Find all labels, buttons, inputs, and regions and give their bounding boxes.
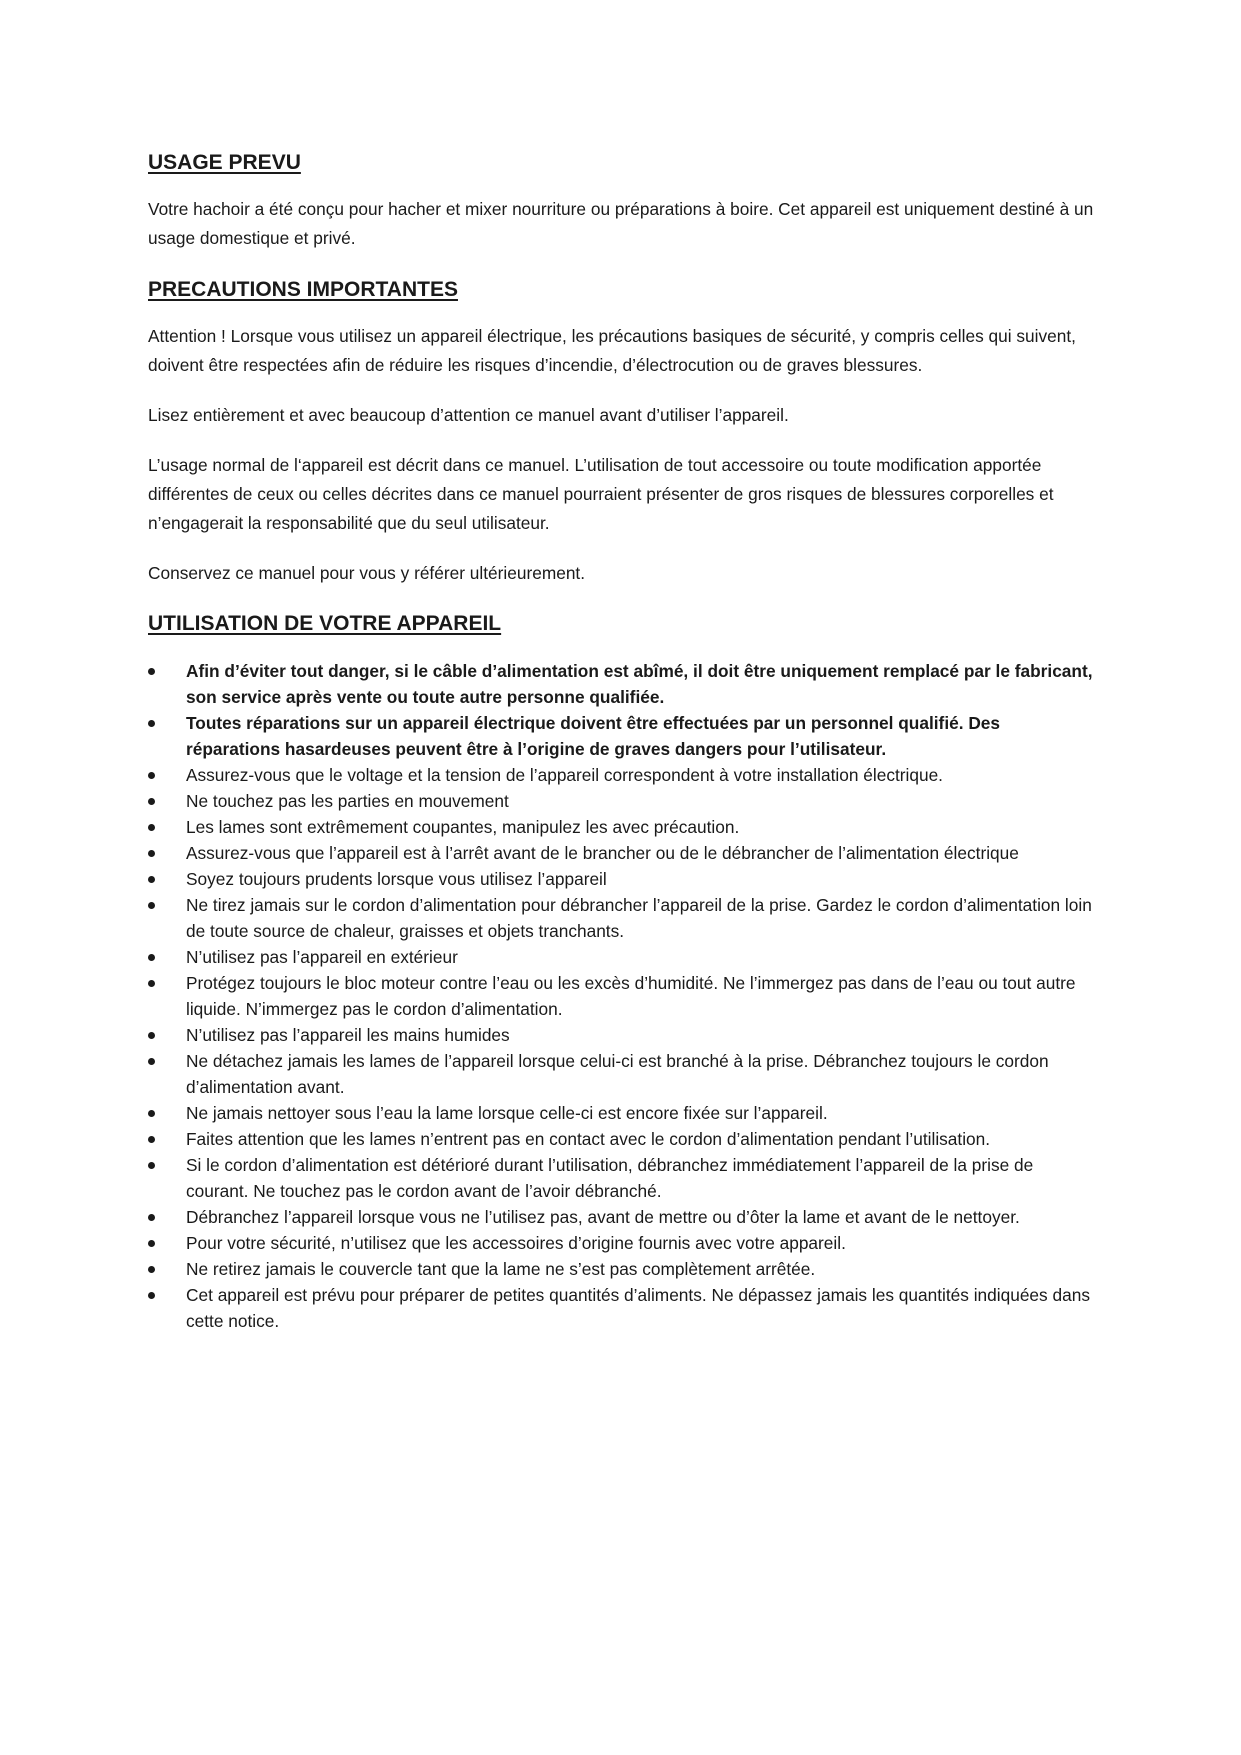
list-item-text: Assurez-vous que le voltage et la tension de l’appareil correspondent à votre installation électrique. (186, 765, 943, 785)
bullet-icon (148, 772, 155, 779)
list-item (148, 1152, 1098, 1204)
bullet-icon (148, 954, 155, 961)
list-item (148, 1048, 1098, 1100)
bullet-icon (148, 1058, 155, 1065)
list-item (148, 1230, 1098, 1256)
precautions-paragraph: L’usage normal de l‘appareil est décrit dans ce manuel. L’utilisation de tout accessoire ou toute modification apportée différentes de ceux ou celles décrites dans ce manuel pourraient présenter de gros risques de blessures corporelles et n’engagerait la responsabilité que du seul utilisateur. (148, 455, 1054, 533)
precautions-paragraph: Conservez ce manuel pour vous y référer ultérieurement. (148, 563, 586, 583)
usage-paragraph: Votre hachoir a été conçu pour hacher et mixer nourriture ou préparations à boire. Cet appareil est uniquement destiné à un usage domestique et privé. (148, 199, 1094, 248)
list-item (148, 762, 1098, 788)
bullet-icon (148, 1032, 155, 1039)
bullet-icon (148, 720, 155, 727)
list-item (148, 970, 1098, 1022)
bullet-icon (148, 1266, 155, 1273)
list-item (148, 788, 1098, 814)
list-item (148, 1256, 1098, 1282)
list-item-text: Pour votre sécurité, n’utilisez que les accessoires d’origine fournis avec votre appareil. (186, 1233, 846, 1253)
bullet-icon (148, 1136, 155, 1143)
section-heading-precautions: PRECAUTIONS IMPORTANTES (148, 278, 458, 301)
list-item (148, 944, 1098, 970)
list-item-text: N’utilisez pas l’appareil en extérieur (186, 947, 458, 967)
bullet-icon (148, 902, 155, 909)
section-heading-utilisation: UTILISATION DE VOTRE APPAREIL (148, 612, 502, 635)
bullet-icon (148, 1240, 155, 1247)
list-item (148, 892, 1098, 944)
list-item-text: Ne tirez jamais sur le cordon d’alimentation pour débrancher l’appareil de la prise. Gardez le cordon d’alimentation loin de toute source de chaleur, graisses et objets tranchants. (186, 895, 1092, 941)
list-item-text: Ne détachez jamais les lames de l’appareil lorsque celui-ci est branché à la prise. Débranchez toujours le cordon d’alimentation avant. (186, 1051, 1049, 1097)
list-item (148, 1204, 1098, 1230)
list-item-text: Débranchez l’appareil lorsque vous ne l’utilisez pas, avant de mettre ou d’ôter la lame et avant de le nettoyer. (186, 1207, 1020, 1227)
list-item-text: Toutes réparations sur un appareil électrique doivent être effectuées par un personnel qualifié. Des réparations hasardeuses peuvent être à l’origine de graves dangers pour l’utilisateur. (186, 713, 1001, 759)
list-item-text: Ne retirez jamais le couvercle tant que la lame ne s’est pas complètement arrêtée. (186, 1259, 816, 1279)
bullet-icon (148, 1110, 155, 1117)
precautions-paragraph: Lisez entièrement et avec beaucoup d’attention ce manuel avant d’utiliser l’appareil. (148, 405, 789, 425)
list-item-text: Si le cordon d’alimentation est détérioré durant l’utilisation, débranchez immédiatement l’appareil de la prise de courant. Ne touchez pas le cordon avant de l’avoir débranché. (186, 1155, 1034, 1201)
list-item (148, 840, 1098, 866)
safety-list (148, 658, 1098, 1334)
bullet-icon (148, 798, 155, 805)
bullet-icon (148, 1214, 155, 1221)
section-heading-usage: USAGE PREVU (148, 151, 301, 174)
list-item (148, 1282, 1098, 1334)
bullet-icon (148, 668, 155, 675)
list-item (148, 1100, 1098, 1126)
bullet-icon (148, 824, 155, 831)
bullet-icon (148, 850, 155, 857)
list-item-text: Les lames sont extrêmement coupantes, manipulez les avec précaution. (186, 817, 740, 837)
precautions-paragraph: Attention ! Lorsque vous utilisez un appareil électrique, les précautions basiques de sécurité, y compris celles qui suivent, doivent être respectées afin de réduire les risques d’incendie, d’électrocution ou de graves blessures. (148, 326, 1076, 375)
list-item (148, 1126, 1098, 1152)
list-item-text: Ne touchez pas les parties en mouvement (186, 791, 509, 811)
list-item-text: Ne jamais nettoyer sous l’eau la lame lorsque celle-ci est encore fixée sur l’appareil. (186, 1103, 828, 1123)
list-item (148, 814, 1098, 840)
list-item-text: N’utilisez pas l’appareil les mains humides (186, 1025, 510, 1045)
list-item (148, 1022, 1098, 1048)
list-item-text: Afin d’éviter tout danger, si le câble d’alimentation est abîmé, il doit être uniquement remplacé par le fabricant, son service après vente ou toute autre personne qualifiée. (186, 661, 1093, 707)
list-item-text: Protégez toujours le bloc moteur contre l’eau ou les excès d’humidité. Ne l’immergez pas dans de l’eau ou tout autre liquide. N’immergez pas le cordon d’alimentation. (186, 973, 1076, 1019)
list-item-text: Faites attention que les lames n’entrent pas en contact avec le cordon d’alimentation pendant l’utilisation. (186, 1129, 991, 1149)
list-item (148, 710, 1098, 762)
list-item (148, 658, 1098, 710)
list-item (148, 866, 1098, 892)
list-item-text: Assurez-vous que l’appareil est à l’arrêt avant de le brancher ou de le débrancher de l’alimentation électrique (186, 843, 1019, 863)
list-item-text: Cet appareil est prévu pour préparer de petites quantités d’aliments. Ne dépassez jamais les quantités indiquées dans cette notice. (186, 1285, 1090, 1331)
bullet-icon (148, 1162, 155, 1169)
list-item-text: Soyez toujours prudents lorsque vous utilisez l’appareil (186, 869, 607, 889)
bullet-icon (148, 980, 155, 987)
bullet-icon (148, 1292, 155, 1299)
bullet-icon (148, 876, 155, 883)
document-page (148, 148, 1098, 1334)
